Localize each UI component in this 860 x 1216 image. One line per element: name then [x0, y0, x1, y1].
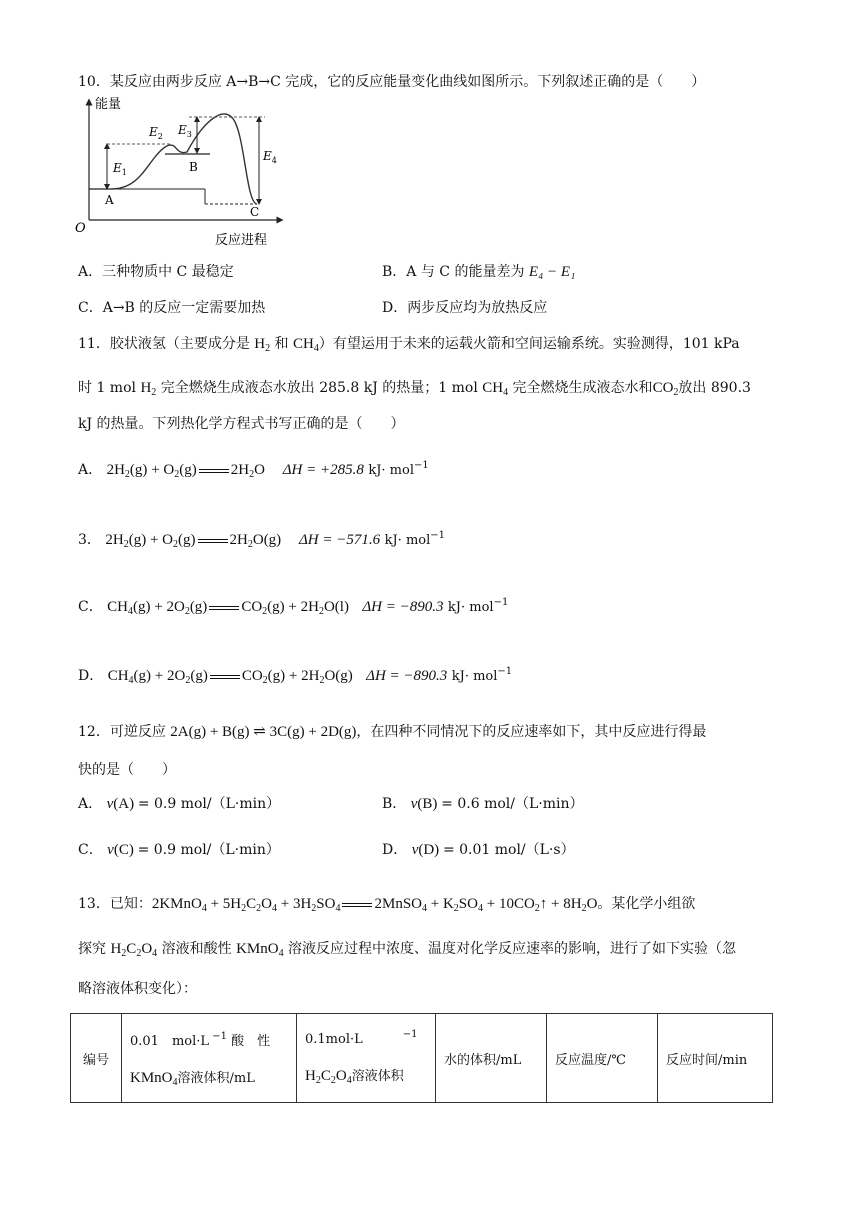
q12-option-a[interactable]: A． v(A) = 0.9 mol/（L·min）	[78, 796, 281, 812]
label-C: C	[250, 205, 260, 219]
th-reaction-time: 反应时间/min	[658, 1014, 773, 1103]
label-E2: $E_2$	[149, 125, 163, 141]
label-A: A	[105, 193, 114, 207]
q12-line-2: 快的是（ ）	[78, 762, 176, 778]
q13-line-3: 略溶液体积变化）：	[78, 981, 197, 997]
experiment-table	[70, 1013, 773, 1103]
th-h2c2o4-volume: 0.1mol·L $^{-1}$ $H_2C_2O_4$溶液体积	[297, 1014, 436, 1103]
label-E1: $E_1$	[113, 161, 127, 177]
q11-option-c[interactable]: C． $CH_4(g) + 2O_2(g) CO_2(g) + 2H_2O(l)$ ΔH = −890.3 kJ· mol$^{-1}$	[78, 597, 509, 617]
q11-line-1: 11．胶状液氢（主要成分是 $H_2$ 和 $CH_4$）有望运用于未来的运载火箭和空间运输系统。实验测得，101 kPa	[78, 336, 740, 354]
th-water-volume: 水的体积/mL	[436, 1014, 547, 1103]
x-axis-label: 反应进程	[215, 233, 268, 248]
energy-profile-diagram	[75, 92, 295, 252]
q10-option-a[interactable]: A．三种物质中 C 最稳定	[78, 264, 234, 280]
q13-line-1: 13．已知：2KMnO$_4$ + $5H_2C_2O_4 + 3H_2SO_4$ 2MnSO$_4$ + $K_2SO_4$ + $10CO_2↑ + 8H_2O$。某化学小组欲	[78, 896, 696, 914]
y-axis-label: 能量	[95, 97, 122, 112]
origin-label: O	[75, 221, 86, 236]
q11-line-3: kJ 的热量。下列热化学方程式书写正确的是（ ）	[78, 416, 405, 432]
th-temperature: 反应温度/℃	[547, 1014, 658, 1103]
label-E4: $E_4$	[263, 149, 277, 165]
q11-option-d[interactable]: D． $CH_4(g) + 2O_2(g) CO_2(g) + 2H_2O(g)$ ΔH = −890.3 kJ· mol$^{-1}$	[78, 666, 513, 686]
th-number: 编号	[71, 1014, 122, 1103]
q12-line-1: 12．可逆反应 2A(g) + B(g) ⇌ 3C(g) + 2D(g)，在四种不同情况下的反应速率如下，其中反应进行得最	[78, 724, 707, 740]
q11-option-b[interactable]: 3． $2H_2(g) + O_2(g)$ $2H_2O(g)$ ΔH = −571.6 kJ· mol$^{-1}$	[78, 530, 446, 550]
label-B: B	[189, 160, 198, 174]
label-E3: $E_3$	[178, 123, 192, 139]
q11-option-a[interactable]: A． $2H_2(g) + O_2(g)$ $2H_2O$ ΔH = +285.8 kJ· mol$^{-1}$	[78, 460, 429, 480]
q12-option-d[interactable]: D． v(D) = 0.01 mol/（L·s）	[382, 842, 575, 858]
q10-option-c[interactable]: C．A→B 的反应一定需要加热	[78, 300, 266, 316]
q10-stem: 10．某反应由两步反应 A→B→C 完成，它的反应能量变化曲线如图所示。下列叙述正确的是（ ）	[78, 74, 706, 90]
th-kmno4-volume: 0.01 mol·L $^{-1}$ 酸 性 KMnO$_4$溶液体积/mL	[122, 1014, 297, 1103]
q12-option-b[interactable]: B． v(B) = 0.6 mol/（L·min）	[382, 796, 584, 812]
q12-option-c[interactable]: C． v(C) = 0.9 mol/（L·min）	[78, 842, 280, 858]
q11-line-2: 时 1 mol $H_2$ 完全燃烧生成液态水放出 285.8 kJ 的热量；1 mol $CH_4$ 完全燃烧生成液态水和$CO_2$放出 890.3	[78, 380, 751, 398]
q10-option-d[interactable]: D．两步反应均为放热反应	[382, 300, 548, 316]
q13-line-2: 探究 $H_2C_2O_4$ 溶液和酸性 KMnO$_4$ 溶液反应过程中浓度、温度对化学反应速率的影响，进行了如下实验（忽	[78, 941, 737, 959]
q10-option-b[interactable]: B．A 与 C 的能量差为 E₄ − E₁	[382, 264, 576, 280]
table-header-row	[71, 1014, 773, 1103]
